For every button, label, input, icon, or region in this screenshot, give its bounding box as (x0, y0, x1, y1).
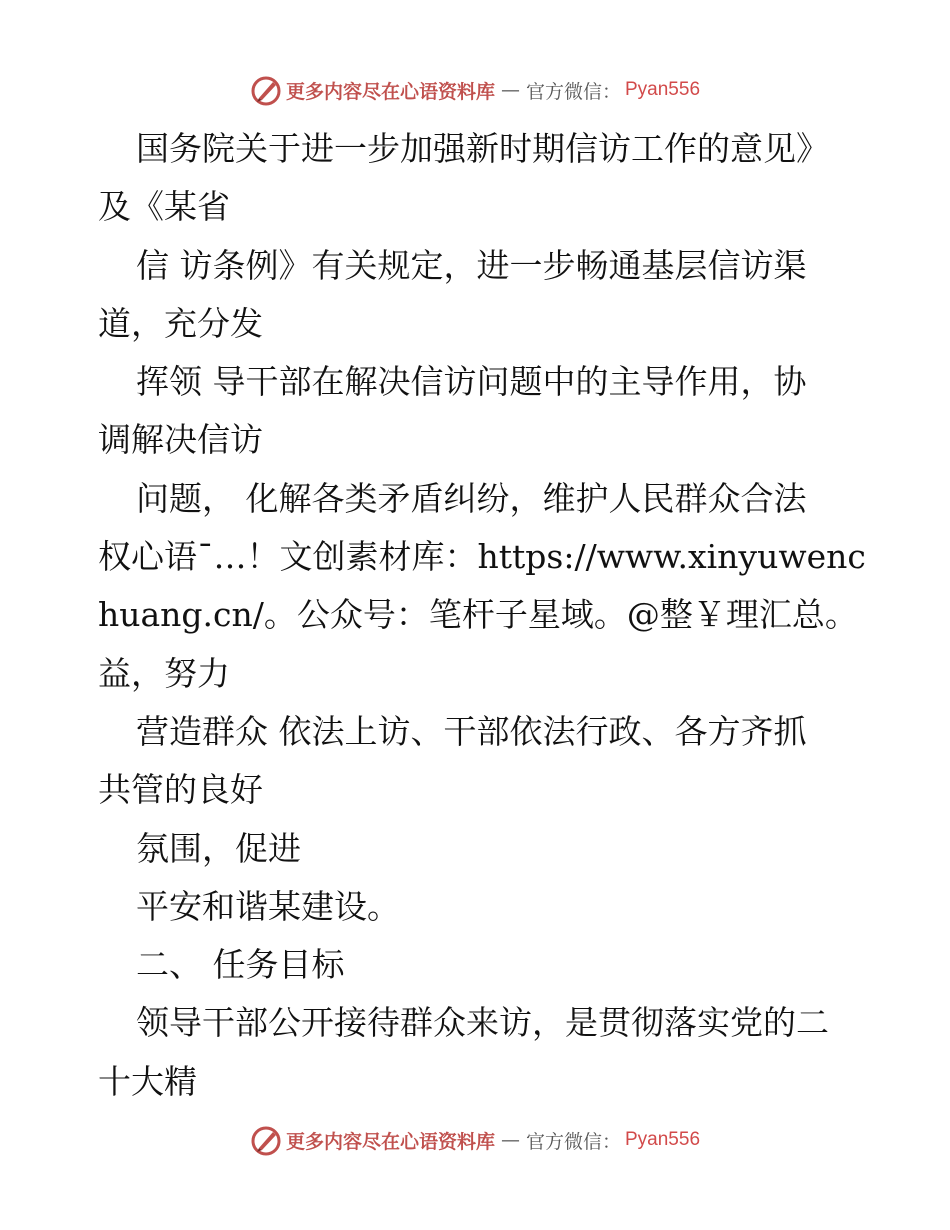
text-line: 道，充分发 (98, 303, 263, 343)
text-line: 二、 任务目标 (136, 945, 345, 985)
banner-wechat-label: 官方微信： (525, 80, 621, 103)
banner-separator: — (500, 79, 520, 101)
text-line: 问题， 化解各类矛盾纠纷，维护人民群众合法 (136, 478, 807, 518)
text-line: 调解决信访 (98, 420, 263, 460)
text-line: 信 访条例》有关规定，进一步畅通基层信访渠 (136, 245, 807, 285)
text-line: 权心语¯…！文创素材库：https://www.xinyuwenc (98, 537, 866, 577)
header-banner (0, 72, 950, 108)
text-line: 共管的良好 (98, 770, 263, 810)
text-line: 营造群众 依法上访、干部依法行政、各方齐抓 (136, 711, 807, 751)
document-body (98, 120, 866, 1111)
text-line: 国务院关于进一步加强新时期信访工作的意见》 (136, 129, 829, 168)
text-line: huang.cn/。公众号：笔杆子星域。@整￥理汇总。 (98, 595, 858, 635)
text-line: 平安和谐某建设。 (136, 886, 400, 926)
footer-banner (0, 1122, 950, 1158)
text-line: 益，努力 (98, 653, 230, 693)
pen-logo-icon (250, 1124, 282, 1156)
banner-wechat-label: 官方微信： (525, 1130, 621, 1153)
text-line: 氛围，促进 (136, 828, 301, 868)
text-line: 十大精 (98, 1061, 197, 1101)
banner-wechat-id: Pyan556 (625, 1129, 701, 1150)
banner-separator: — (500, 1129, 520, 1151)
pen-logo-icon (250, 74, 282, 106)
banner-title: 更多内容尽在心语资料库 (285, 80, 495, 103)
text-line: 领导干部公开接待群众来访，是贯彻落实党的二 (136, 1003, 829, 1043)
text-line: 挥领 导干部在解决信访问题中的主导作用，协 (136, 362, 807, 402)
banner-wechat-id: Pyan556 (625, 79, 701, 100)
text-line: 及《某省 (98, 187, 230, 227)
banner-title: 更多内容尽在心语资料库 (285, 1130, 495, 1153)
